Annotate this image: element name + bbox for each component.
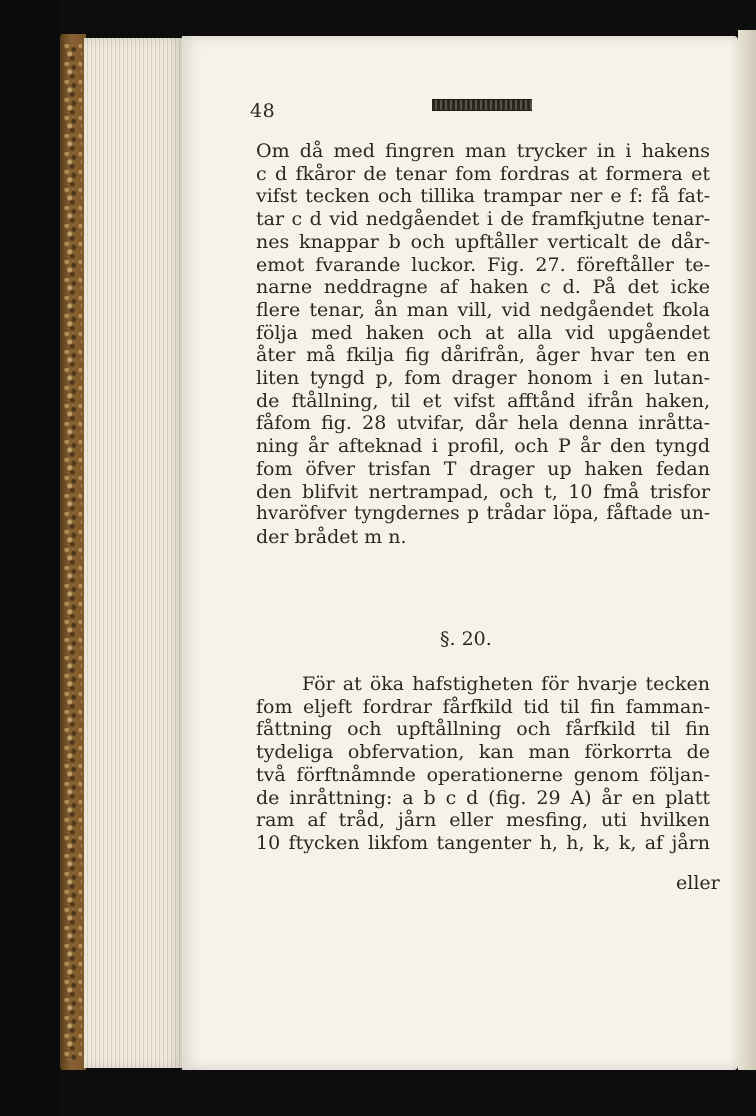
text-line: emot fvarande luckor. Fig. 27. föreftåller te- (256, 253, 710, 276)
text-line: fom eljeft fordrar fårfkild tid til fin famman- (256, 695, 710, 718)
text-line: fom öfver trisfan T drager up haken fedan (256, 457, 710, 480)
text-line: vifst tecken och tillika trampar ner e f: få fat- (256, 185, 710, 208)
text-line: de inråttning: a b c d (fig. 29 A) år en platt (256, 786, 710, 809)
text-line: de ftållning, til et vifst afftånd ifrån haken, (256, 389, 710, 412)
background-bottom (60, 1070, 756, 1116)
text-line: tar c d vid nedgåendet i de framfkjutne tenar- (256, 208, 710, 231)
section-heading: §. 20. (440, 628, 492, 650)
paragraph-1 (256, 140, 710, 549)
text-line: c d fkåror de tenar fom fordras at formera et (256, 162, 710, 185)
text-line: flere tenar, ån man vill, vid nedgåendet fkola (256, 298, 710, 321)
text-line: fåttning och upftållning och fårfkild til fin (256, 718, 710, 741)
text-line: 10 ftycken likfom tangenter h, h, k, k, af jårn (256, 831, 710, 854)
text-line: narne neddragne af haken c d. På det icke (256, 276, 710, 299)
text-line: hvaröfver tyngdernes p trådar löpa, fåftade un- (256, 503, 710, 525)
page-number: 48 (250, 100, 276, 122)
page-stack-edges (84, 38, 182, 1068)
text-line: der brådet m n. (256, 525, 407, 548)
right-page-edge (738, 30, 756, 1070)
text-line: den blifvit nertrampad, och t, 10 fmå trisfor (256, 480, 710, 503)
text-line: ning år afteknad i profil, och P år den tyngd (256, 435, 710, 458)
text-line: fåfom fig. 28 utvifar, dår hela denna inråtta- (256, 412, 710, 435)
text-line: följa med haken och at alla vid upgåendet (256, 321, 710, 344)
header-ornament (432, 99, 532, 111)
background-left (0, 0, 60, 1116)
text-line: tydeliga obfervation, kan man förkorrta de (256, 741, 710, 764)
text-line: För at öka hafstigheten för hvarje tecken (302, 673, 710, 695)
text-line: åter må fkilja fig dårifrån, åger hvar ten en (256, 344, 710, 367)
text-line: två förftnåmnde operationerne genom följan- (256, 763, 710, 786)
text-line: ram af tråd, jårn eller mesfing, uti hvilken (256, 809, 710, 832)
text-line: liten tyngd p, fom drager honom i en lutan- (256, 367, 710, 390)
text-line: nes knappar b och upftåller verticalt de dår- (256, 230, 710, 253)
book-cover-edge (60, 34, 86, 1070)
paragraph-2 (256, 673, 710, 855)
catchword: eller (676, 872, 720, 894)
text-line: Om då med fingren man trycker in i hakens (256, 140, 710, 162)
